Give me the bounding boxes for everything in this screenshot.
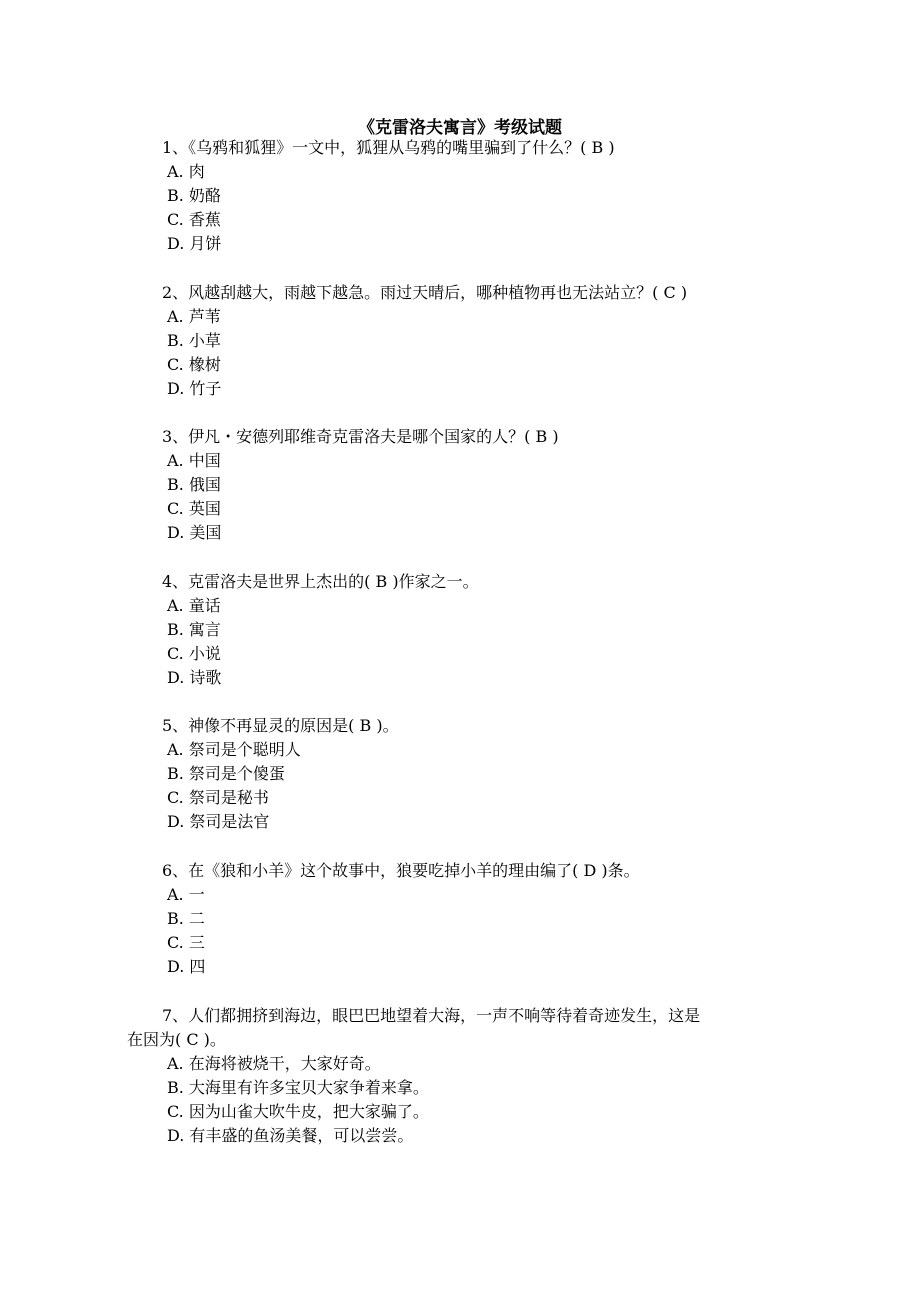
option-b: B. 小草 (167, 331, 221, 350)
question-3 (0, 425, 920, 545)
question-6 (0, 859, 920, 979)
question-stem: 3、伊凡・安德列耶维奇克雷洛夫是哪个国家的人？( B ) (162, 427, 559, 446)
option-d: D. 诗歌 (167, 668, 222, 687)
question-7 (0, 1004, 920, 1148)
question-stem-continued: 在因为( C )。 (127, 1030, 226, 1049)
option-a: A. 中国 (167, 451, 221, 470)
option-c: C. 英国 (167, 499, 221, 518)
question-stem: 6、在《狼和小羊》这个故事中，狼要吃掉小羊的理由编了( D )条。 (162, 861, 640, 880)
option-b: B. 祭司是个傻蛋 (167, 764, 285, 783)
question-stem: 5、神像不再显灵的原因是( B )。 (162, 716, 399, 735)
page-title: 《克雷洛夫寓言》考级试题 (358, 118, 562, 138)
option-d: D. 有丰盛的鱼汤美餐，可以尝尝。 (167, 1126, 414, 1145)
option-b: B. 俄国 (167, 475, 221, 494)
option-d: D. 月饼 (167, 234, 222, 253)
question-4 (0, 570, 920, 690)
option-a: A. 肉 (167, 162, 205, 181)
option-b: B. 二 (167, 909, 205, 928)
option-a: A. 祭司是个聪明人 (167, 740, 301, 759)
option-a: A. 一 (167, 885, 205, 904)
question-stem: 4、克雷洛夫是世界上杰出的( B )作家之一。 (162, 572, 479, 591)
option-c: C. 因为山雀大吹牛皮，把大家骗了。 (167, 1102, 429, 1121)
question-1 (0, 136, 920, 256)
question-2 (0, 281, 920, 401)
option-b: B. 寓言 (167, 620, 221, 639)
option-c: C. 小说 (167, 644, 221, 663)
option-d: D. 美国 (167, 523, 222, 542)
option-c: C. 三 (167, 933, 205, 952)
option-c: C. 香蕉 (167, 210, 221, 229)
option-c: C. 橡树 (167, 355, 221, 374)
option-a: A. 在海将被烧干，大家好奇。 (167, 1054, 381, 1073)
question-5 (0, 714, 920, 834)
question-stem: 1、《乌鸦和狐狸》一文中，狐狸从乌鸦的嘴里骗到了什么？( B ) (162, 138, 615, 157)
question-stem: 7、人们都拥挤到海边，眼巴巴地望着大海，一声不响等待着奇迹发生，这是 (162, 1006, 701, 1025)
option-a: A. 童话 (167, 596, 221, 615)
question-stem: 2、风越刮越大，雨越下越急。雨过天晴后，哪种植物再也无法站立？( C ) (162, 283, 688, 302)
option-a: A. 芦苇 (167, 307, 221, 326)
option-d: D. 四 (167, 957, 206, 976)
option-b: B. 奶酪 (167, 186, 221, 205)
option-d: D. 竹子 (167, 379, 222, 398)
option-d: D. 祭司是法官 (167, 812, 270, 831)
option-c: C. 祭司是秘书 (167, 788, 269, 807)
option-b: B. 大海里有许多宝贝大家争着来拿。 (167, 1078, 429, 1097)
